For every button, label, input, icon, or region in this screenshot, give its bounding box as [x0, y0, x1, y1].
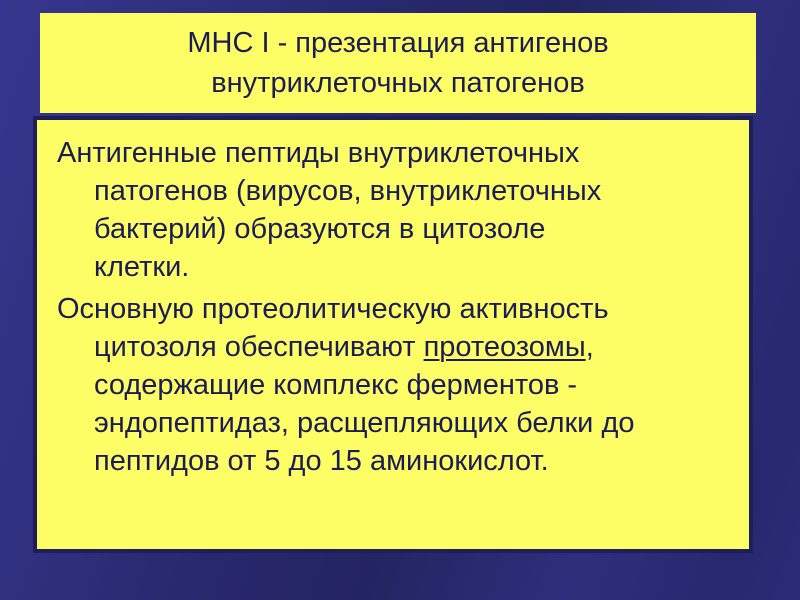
body-line — [57, 328, 725, 366]
text-segment: клетки. — [94, 251, 190, 283]
body-line — [57, 366, 725, 404]
text-segment: Основную протеолитическую активность — [57, 293, 609, 325]
text-segment: Антигенные пептиды внутриклеточных — [57, 137, 580, 169]
slide-title-line-2: внутриклеточных патогенов — [211, 67, 585, 99]
body-line — [57, 442, 725, 480]
body-line — [57, 172, 725, 210]
body-line — [57, 210, 725, 248]
underlined-term: протеозомы — [423, 331, 586, 363]
title-box — [40, 13, 756, 113]
text-segment: эндопептидаз, расщепляющих белки до — [94, 407, 635, 439]
body-line — [57, 248, 725, 286]
text-segment: содержащие комплекс ферментов - — [94, 369, 578, 401]
body-paragraph — [57, 134, 725, 286]
text-segment: пептидов от 5 до 15 аминокислот. — [94, 445, 549, 477]
content-box — [33, 116, 753, 553]
body-text — [37, 120, 749, 480]
body-line — [57, 404, 725, 442]
body-paragraph — [57, 290, 725, 480]
text-segment: бактерий) образуются в цитозоле — [94, 213, 546, 245]
text-segment: патогенов (вирусов, внутриклеточных — [94, 175, 602, 207]
text-segment: , — [585, 331, 594, 363]
slide-title-line-1: MHC I - презентация антигенов — [187, 27, 609, 59]
text-segment: цитозоля обеспечивают — [94, 331, 424, 363]
body-line — [57, 134, 725, 172]
body-line — [57, 290, 725, 328]
